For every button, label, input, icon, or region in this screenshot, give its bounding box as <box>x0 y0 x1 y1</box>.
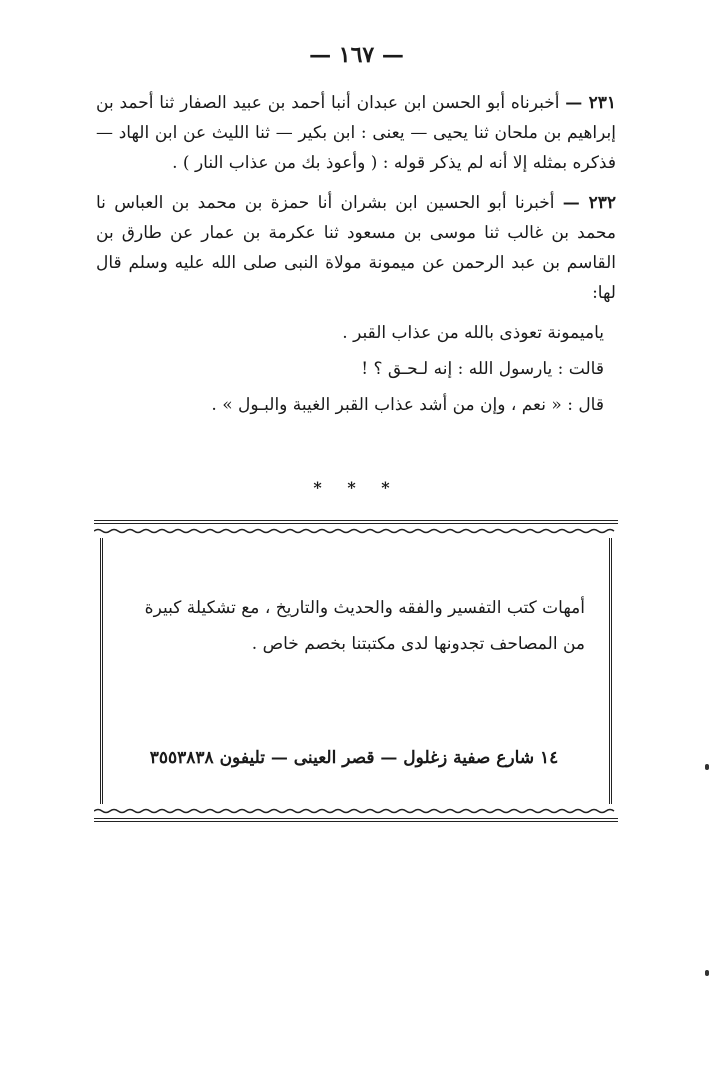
hadith-231 <box>96 88 616 178</box>
hadith-232-line-3: قال : « نعم ، وإن من أشد عذاب القبر الغيبة والبـول » . <box>211 395 604 415</box>
hadith-232-line-1: ياميمونة تعوذى بالله من عذاب القبر . <box>342 323 604 343</box>
scan-edge-mark <box>705 764 709 770</box>
page-number: — ١٦٧ — <box>309 42 404 68</box>
advertisement-box <box>94 520 618 822</box>
hadith-232-line-2: قالت : يارسول الله : إنه لـحـق ؟ ! <box>361 359 604 379</box>
hadith-232-number: ٢٣٢ — <box>562 193 617 213</box>
hadith-232 <box>96 188 616 308</box>
main-text <box>96 88 616 420</box>
advertisement-address: ١٤ شارع صفية زغلول — قصر العينى — تليفون ٣٥٥٣٨٣٨ <box>149 748 559 768</box>
ornamental-border-top <box>94 528 618 534</box>
hadith-232-text: أخبرنا أبو الحسين ابن بشران أنا حمزة بن محمد بن العباس نا محمد بن غالب ثنا موسى بن مسعود ثنا عكرمة بن عمار عن طارق بن القاسم بن عبد الرحمن عن ميمونة مولاة النبى صلى الله عليه وسلم قال لها: <box>96 193 616 303</box>
advertisement-inner-frame <box>100 538 612 804</box>
section-separator: * * * <box>313 478 400 497</box>
ornamental-border-bottom <box>94 808 618 814</box>
hadith-231-number: ٢٣١ — <box>565 93 617 113</box>
scan-edge-mark <box>705 970 709 976</box>
advertisement-text: أمهات كتب التفسير والفقه والحديث والتاريخ ، مع تشكيلة كبيرة من المصاحف تجدونها لدى مكتبتنا بخصم خاص . <box>144 598 585 654</box>
hadith-231-text: أخبرناه أبو الحسن ابن عبدان أنبا أحمد بن عبيد الصفار ثنا أحمد بن إبراهيم بن ملحان ثنا يحيى — يعنى : ابن بكير — ثنا الليث عن ابن الهاد — فذكره بمثله إلا أنه لم يذكر قوله : ( وأعوذ بك من عذاب النار ) . <box>96 93 616 173</box>
